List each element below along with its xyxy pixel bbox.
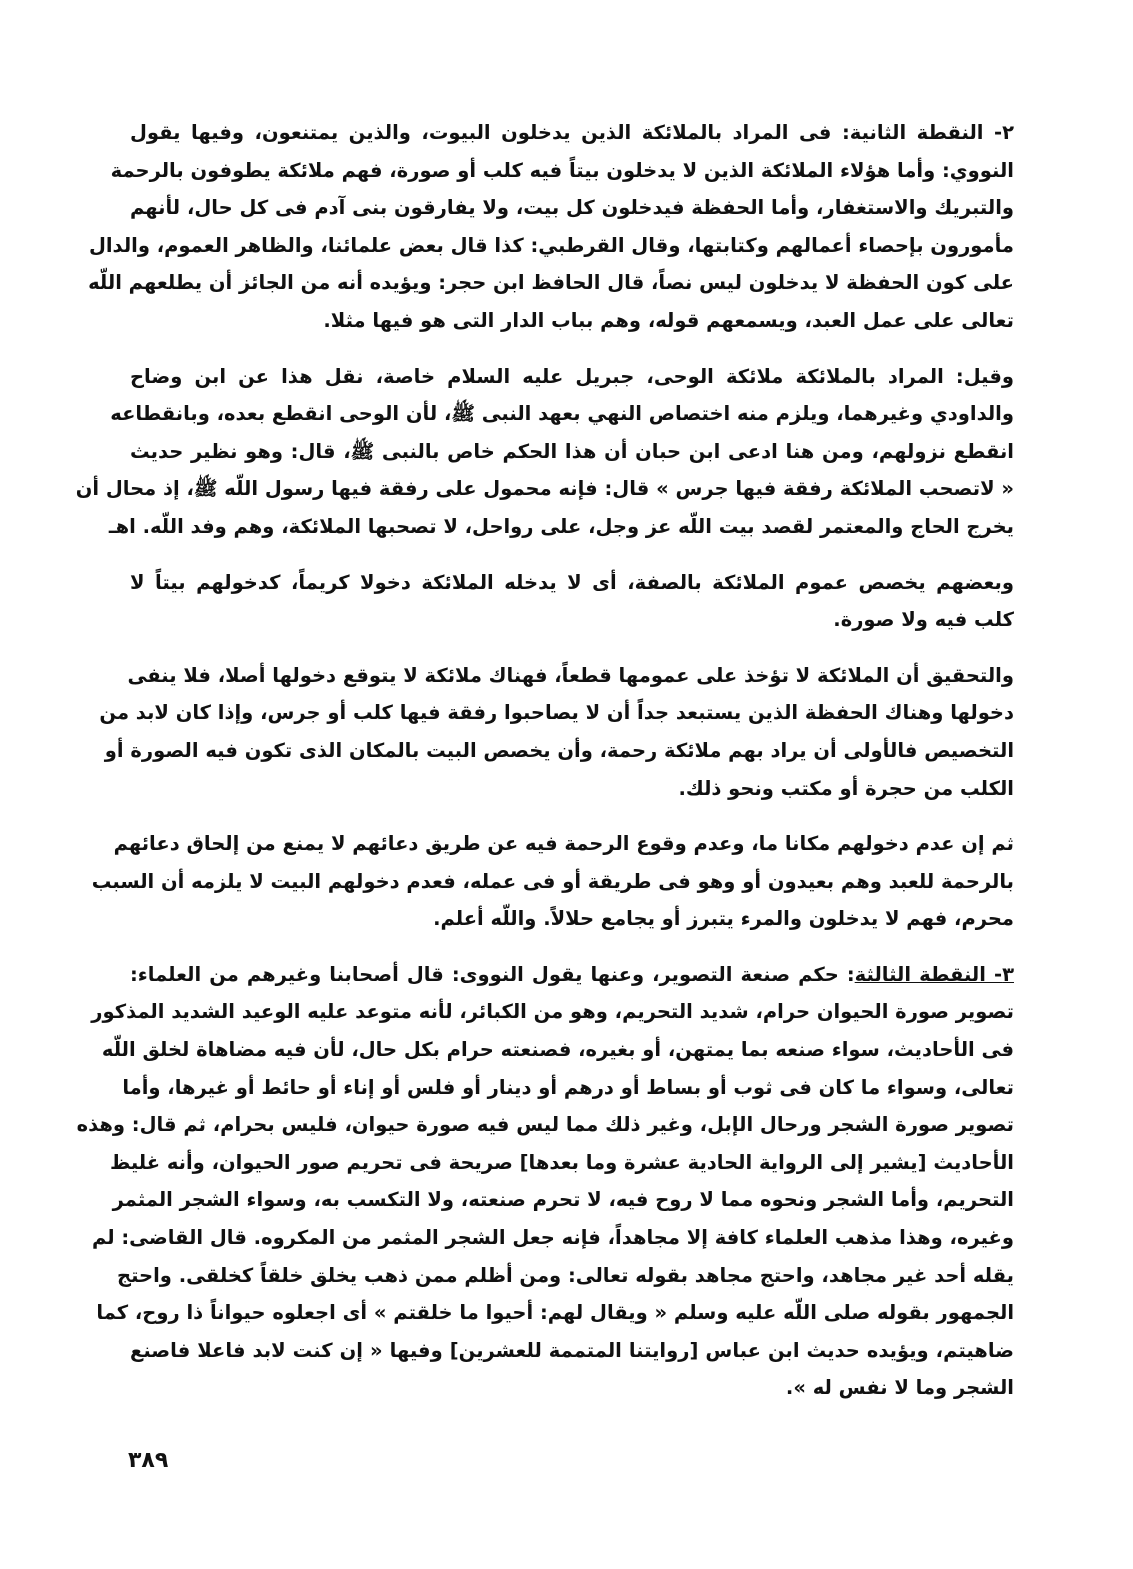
text-line: دخولها وهناك الحفظة الذين يستبعد جداً أن لا يصاحبوا رفقة فيها كلب أو جرس، وإذا كان لابد من <box>99 701 1014 725</box>
text-line: الكلب من حجرة أو مكتب ونحو ذلك. <box>678 776 1014 800</box>
text-line: تعالى على عمل العبد، ويسمعهم قوله، وهم بباب الدار التى هو فيها مثلا. <box>323 308 1014 332</box>
text-line: التحريم، وأما الشجر ونحوه مما لا روح فيه، لا تحرم صنعته، ولا التكسب به، وسواء الشجر المثمر <box>112 1188 1014 1212</box>
text-line <box>130 114 1014 152</box>
section-heading: ٣- النقطة الثالثة <box>854 962 1014 986</box>
text-line: النووي: وأما هؤلاء الملائكة الذين لا يدخلون بيتاً فيه كلب أو صورة، فهم ملائكة يطوفون بالرحمة <box>110 158 1014 182</box>
paragraph <box>99 657 1014 807</box>
text-line: التخصيص فالأولى أن يراد بهم ملائكة رحمة، وأن يخصص البيت بالمكان الذى تكون فيه الصورة أو <box>104 738 1014 762</box>
paragraph <box>75 358 1014 546</box>
text-line: على كون الحفظة لا يدخلون ليس نصاً، قال الحافظ ابن حجر: ويؤيده أنه من الجائز أن يطلعهم اللّه <box>88 271 1014 295</box>
text-line: تعالى، وسواء ما كان فى ثوب أو بساط أو درهم أو دينار أو فلس أو إناء أو حائط أو غيرها، وأما <box>122 1075 1014 1099</box>
text-line: وغيره، وهذا مذهب العلماء كافة إلا مجاهداً، فإنه جعل الشجر المثمر من المكروه. قال القاضى: لم <box>91 1226 1014 1250</box>
text-line-content: : فى المراد بالملائكة الذين يدخلون البيوت، والذين يمتنعون، وفيها يقول <box>130 121 850 144</box>
document-body <box>75 114 1014 1425</box>
text-line: يقله أحد غير مجاهد، واحتج مجاهد بقوله تعالى: ومن أظلم ممن ذهب يخلق خلقاً كخلقى. واحتج <box>117 1263 1014 1287</box>
text-line: والتحقيق أن الملائكة لا تؤخذ على عمومها قطعاً، فهناك ملائكة لا يتوقع دخولها أصلا، فلا ينفى <box>127 663 1014 687</box>
text-line: محرم، فهم لا يدخلون والمرء يتبرز أو يجامع حلالاً. واللّه أعلم. <box>433 907 1014 931</box>
text-line-content: : حكم صنعة التصوير، وعنها يقول النووى: قال أصحابنا وغيرهم من العلماء: <box>130 962 855 986</box>
paragraph <box>88 114 1014 340</box>
text-line: الجمهور بقوله صلى اللّه عليه وسلم « ويقال لهم: أحيوا ما خلقتم » أى اجعلوه حيواناً ذا روح، كما <box>96 1301 1014 1325</box>
text-line: تصوير صورة الحيوان حرام، شديد التحريم، وهو من الكبائر، لأنه متوعد عليه الوعيد الشديد المذكور <box>91 1000 1014 1024</box>
text-line: الأحاديث [يشير إلى الرواية الحادية عشرة وما بعدها] صريحة فى تحريم صور الحيوان، وأنه غليظ <box>109 1150 1014 1174</box>
text-line <box>130 956 1014 994</box>
text-line: يخرج الحاج والمعتمر لقصد بيت اللّه عز وجل، على رواحل، لا تصحبها الملائكة، وهم وفد اللّه. اهـ <box>108 514 1014 538</box>
text-line: ثم إن عدم دخولهم مكانا ما، وعدم وقوع الرحمة فيه عن طريق دعائهم لا يمنع من إلحاق دعائهم <box>113 832 1014 856</box>
text-line: « لاتصحب الملائكة رفقة فيها جرس » قال: فإنه محمول على رفقة فيها رسول اللّه ﷺ، إذ محال أن <box>75 477 1014 501</box>
text-line: وبعضهم يخصص عموم الملائكة بالصفة، أى لا يدخله الملائكة دخولا كريماً، كدخولهم بيتاً لا <box>130 570 1014 594</box>
text-line: والتبريك والاستغفار، وأما الحفظة فيدخلون كل بيت، ولا يفارقون بنى آدم فى كل حال، لأنهم <box>130 196 1014 220</box>
text-line: فى الأحاديث، سواء صنعه بما يمتهن، أو بغيره، فصنعته حرام بكل حال، لأن فيه مضاهاة لخلق اللّه <box>101 1038 1014 1062</box>
text-line: مأمورون بإحصاء أعمالهم وكتابتها، وقال القرطبي: كذا قال بعض علمائنا، والظاهر العموم، والدال <box>88 233 1014 257</box>
paragraph <box>76 956 1014 1407</box>
text-line: ضاهيتم، ويؤيده حديث ابن عباس [روايتنا المتممة للعشرين] وفيها « إن كنت لابد فاعلا فاصنع <box>130 1338 1014 1362</box>
text-line: انقطع نزولهم، ومن هنا ادعى ابن حبان أن هذا الحكم خاص بالنبى ﷺ، قال: وهو نظير حديث <box>130 439 1014 463</box>
page-number: ٣٨٩ <box>128 1448 169 1473</box>
paragraph <box>91 825 1014 938</box>
text-line: كلب فيه ولا صورة. <box>833 608 1014 632</box>
text-line: الشجر وما لا نفس له ». <box>785 1376 1014 1400</box>
text-line: بالرحمة للعبد وهم بعيدون أو وهو فى طريقة أو فى عمله، فعدم دخولهم البيت لا يلزمه أن السبب <box>91 869 1014 893</box>
section-heading: ٢- النقطة الثانية <box>849 121 1014 144</box>
text-line: تصوير صورة الشجر ورحال الإبل، وغير ذلك مما ليس فيه صورة حيوان، فليس بحرام، ثم قال: وهذه <box>76 1113 1014 1137</box>
text-line: وقيل: المراد بالملائكة ملائكة الوحى، جبريل عليه السلام خاصة، نقل هذا عن ابن وضاح <box>130 364 1014 388</box>
text-line: والداودي وغيرهما، ويلزم منه اختصاص النهي بعهد النبى ﷺ، لأن الوحى انقطع بعده، وبانقطاعه <box>110 402 1014 426</box>
paragraph <box>130 564 1014 639</box>
